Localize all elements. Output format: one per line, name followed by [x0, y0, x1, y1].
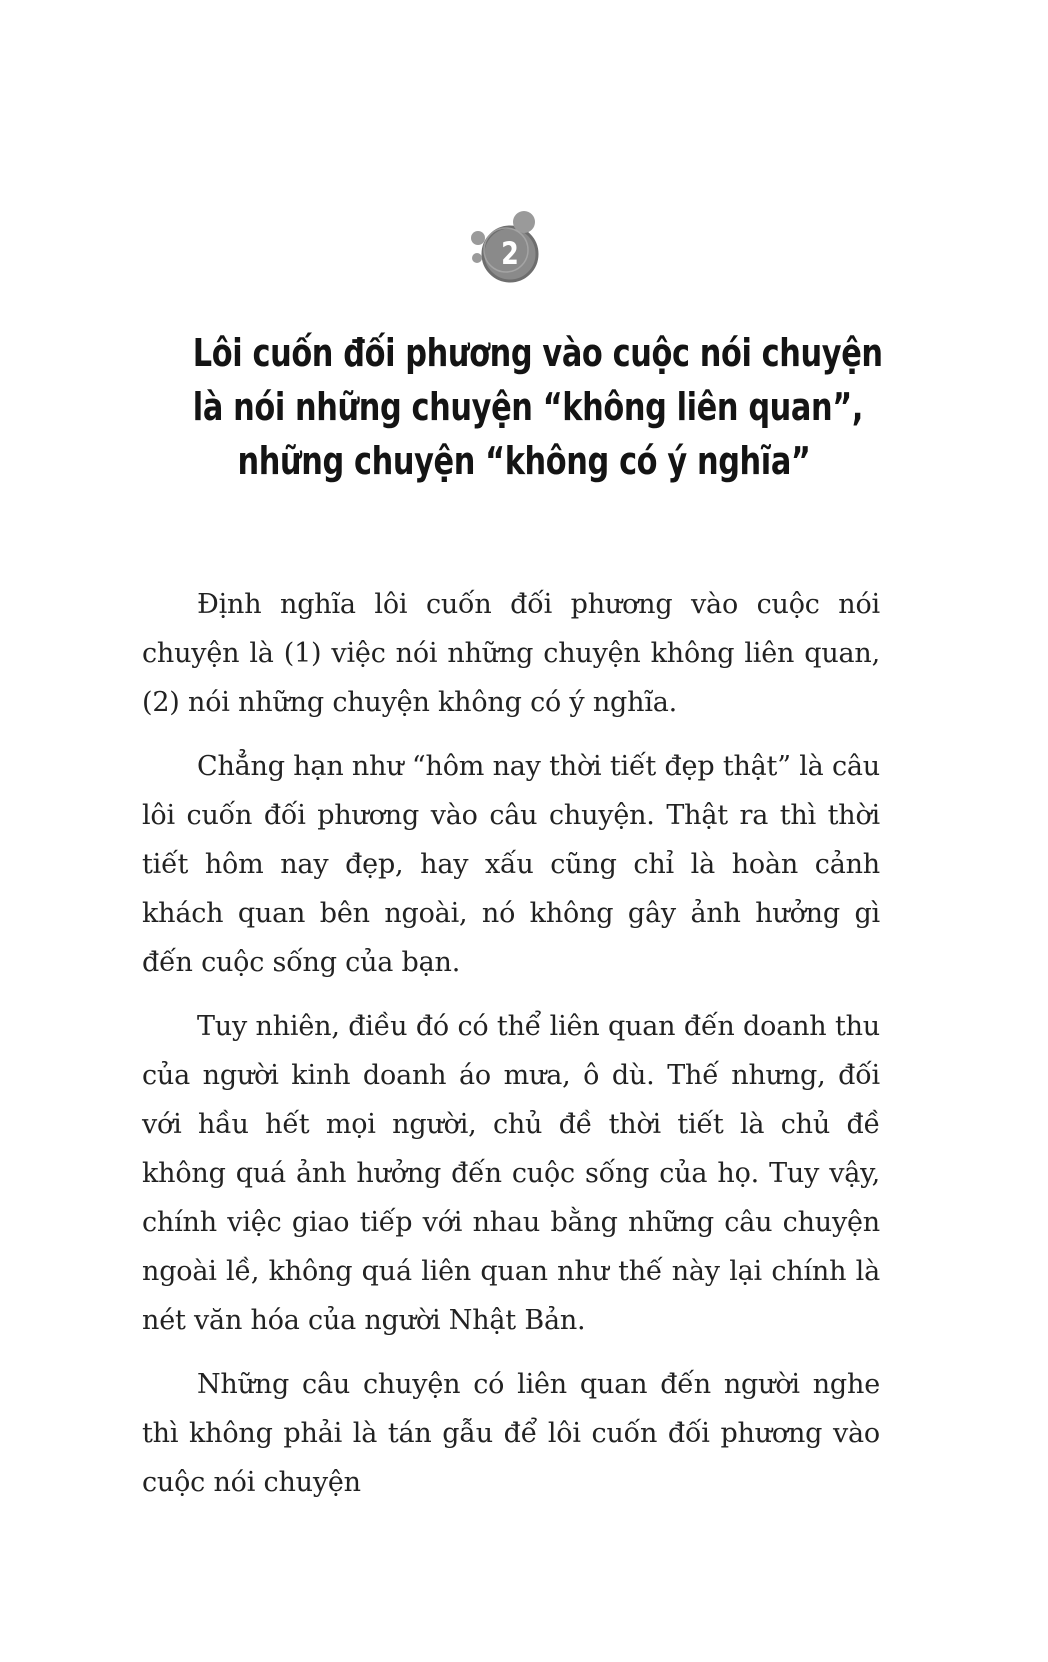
- title-line-1: Lôi cuốn đối phương vào cuộc nói chuyện: [192, 331, 883, 375]
- paragraph-3: Tuy nhiên, điều đó có thể liên quan đến doanh thu của người kinh doanh áo mưa, ô dù. Thế nhưng, đối với hầu hết mọi người, chủ đề thời tiết là chủ đề không quá ảnh hưởng đến cuộc sống của họ. Tuy vậy, chính việc giao tiếp với nhau bằng những câu chuyện ngoài lề, không quá liên quan như thế này lại chính là nét văn hóa của người Nhật Bản.: [142, 1011, 880, 1336]
- chapter-number: 2: [501, 236, 519, 272]
- chapter-title: [110, 326, 938, 488]
- chapter-badge: [468, 210, 550, 292]
- title-line-2: là nói những chuyện “không liên quan”,: [192, 385, 864, 429]
- paragraph-2: Chẳng hạn như “hôm nay thời tiết đẹp thật” là câu lôi cuốn đối phương vào câu chuyện. Thật ra thì thời tiết hôm nay đẹp, hay xấu cũng chỉ là hoàn cảnh khách quan bên ngoài, nó không gây ảnh hưởng gì đến cuộc sống của bạn.: [142, 751, 880, 978]
- title-line-3: những chuyện “không có ý nghĩa”: [237, 439, 811, 483]
- paragraph-4: Những câu chuyện có liên quan đến người nghe thì không phải là tán gẫu để lôi cuốn đối phương vào cuộc nói chuyện: [142, 1369, 880, 1498]
- body-text: [142, 580, 880, 1522]
- paragraph-1: Định nghĩa lôi cuốn đối phương vào cuộc nói chuyện là (1) việc nói những chuyện không liên quan, (2) nói những chuyện không có ý nghĩa.: [142, 589, 880, 718]
